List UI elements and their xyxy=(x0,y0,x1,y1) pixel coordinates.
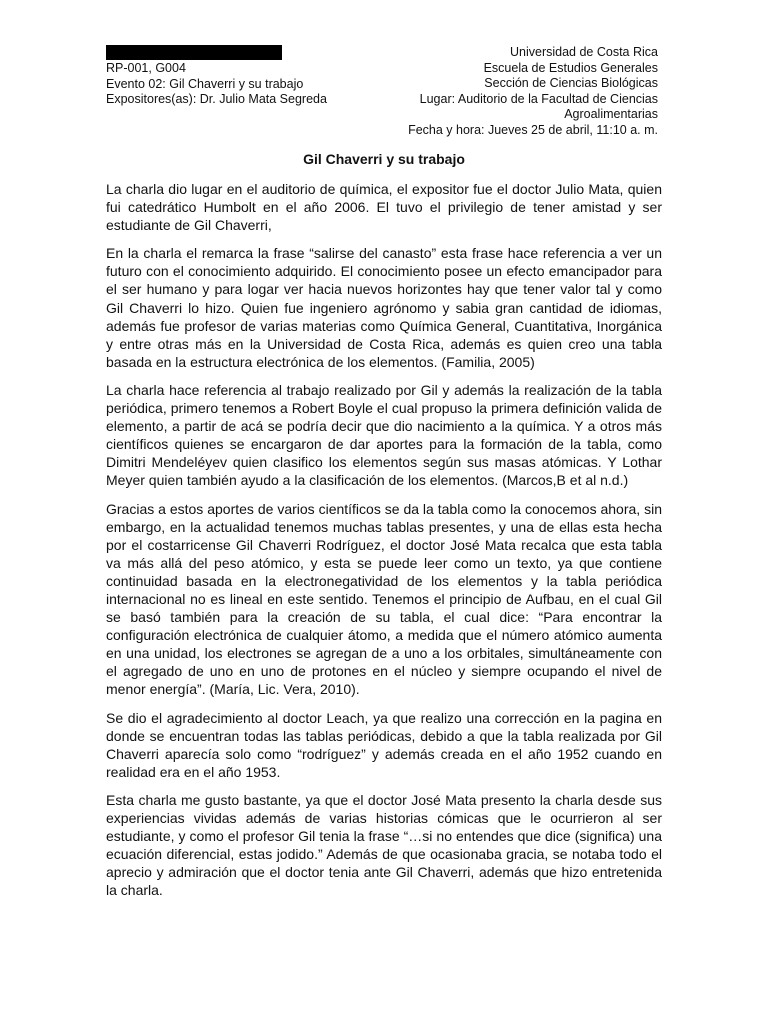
paragraph: La charla dio lugar en el auditorio de química, el expositor fue el doctor Julio Mata, quien fui catedrático Humbolt en el año 2006. El tuvo el privilegio de tener amistad y ser estudiante de Gil Chaverri, xyxy=(106,181,662,234)
document-title: Gil Chaverri y su trabajo xyxy=(303,151,465,167)
document-body xyxy=(106,180,662,909)
paragraph: La charla hace referencia al trabajo realizado por Gil y además la realización de la tabla periódica, primero tenemos a Robert Boyle el cual propuso la primera definición valida de elemento, a partir de acá se podría decir que dio nacimiento a la química. Y a otros más científicos quienes se encargaron de dar aportes para la formación de la tabla, como Dimitri Mendeléyev quien clasifico los elementos según sus masas atómicas. Y Lothar Meyer quien también ayudo a la clasificación de los elementos. (Marcos,B et al n.d.) xyxy=(106,381,662,489)
header-location: Lugar: Auditorio de la Facultad de Ciencias Agroalimentarias xyxy=(419,91,658,121)
header-section: Sección de Ciencias Biológicas xyxy=(484,76,658,90)
header-code: RP-001, G004 xyxy=(106,61,186,75)
header-datetime: Fecha y hora: Jueves 25 de abril, 11:10 a. m. xyxy=(408,122,658,137)
header-right xyxy=(328,45,658,138)
header-event: Evento 02: Gil Chaverri y su trabajo xyxy=(106,76,304,91)
paragraph: En la charla el remarca la frase “salirse del canasto” esta frase hace referencia a ver un futuro con el conocimiento adquirido. El conocimiento posee un efecto emancipador para el ser humano y para logar ver hacia nuevos horizontes hay que tener valor tal y como Gil Chaverri lo hizo. Quien fue ingeniero agrónomo y sabia gran cantidad de idiomas, además fue profesor de varias materias como Química General, Cuantitativa, Inorgánica y entre otras más en la Universidad de Costa Rica, además es quien creo una tabla basada en la estructura electrónica de los elementos. (Familia, 2005) xyxy=(106,245,662,370)
header-speaker: Expositores(as): Dr. Julio Mata Segreda xyxy=(106,92,327,106)
header-university: Universidad de Costa Rica xyxy=(510,45,658,59)
header-left xyxy=(106,61,327,108)
paragraph: Gracias a estos aportes de varios científicos se da la tabla como la conocemos ahora, sin embargo, en la actualidad tenemos muchas tablas presentes, y una de ellas esta hecha por el costarricense Gil Chaverri Rodríguez, el doctor José Mata recalca que esta tabla va más allá del peso atómico, y esta se puede leer como un texto, ya que contiene continuidad basada en la electronegatividad de los elementos y la tabla periódica internacional no es lineal en este sentido. Tenemos el principio de Aufbau, en el cual Gil se basó también para la creación de su tabla, el cual dice: “Para encontrar la configuración electrónica de cualquier átomo, a medida que el número atómico aumenta en una unidad, los electrones se agregan de a uno a los orbitales, simultáneamente con el agregado de uno en uno de protones en el núcleo y siempre ocupando el nivel de menor energía”. (María, Lic. Vera, 2010). xyxy=(106,500,662,698)
redaction-bar xyxy=(106,45,282,60)
paragraph: Se dio el agradecimiento al doctor Leach, ya que realizo una corrección en la pagina en donde se encuentran todas las tablas periódicas, debido a que la tabla realizada por Gil Chaverri aparecía solo como “rodríguez” y además creada en el año 1952 cuando en realidad era en el año 1953. xyxy=(106,709,662,780)
header-school: Escuela de Estudios Generales xyxy=(483,60,658,75)
paragraph: Esta charla me gusto bastante, ya que el doctor José Mata presento la charla desde sus experiencias vividas además de varias historias cómicas que le ocurrieron al ser estudiante, y como el profesor Gil tenia la frase “…si no entendes que dice (significa) una ecuación diferencial, estas jodido.” Además de que ocasionaba gracia, se notaba todo el aprecio y admiración que el doctor tenia ante Gil Chaverri, además que hizo entretenida la charla. xyxy=(106,791,662,899)
